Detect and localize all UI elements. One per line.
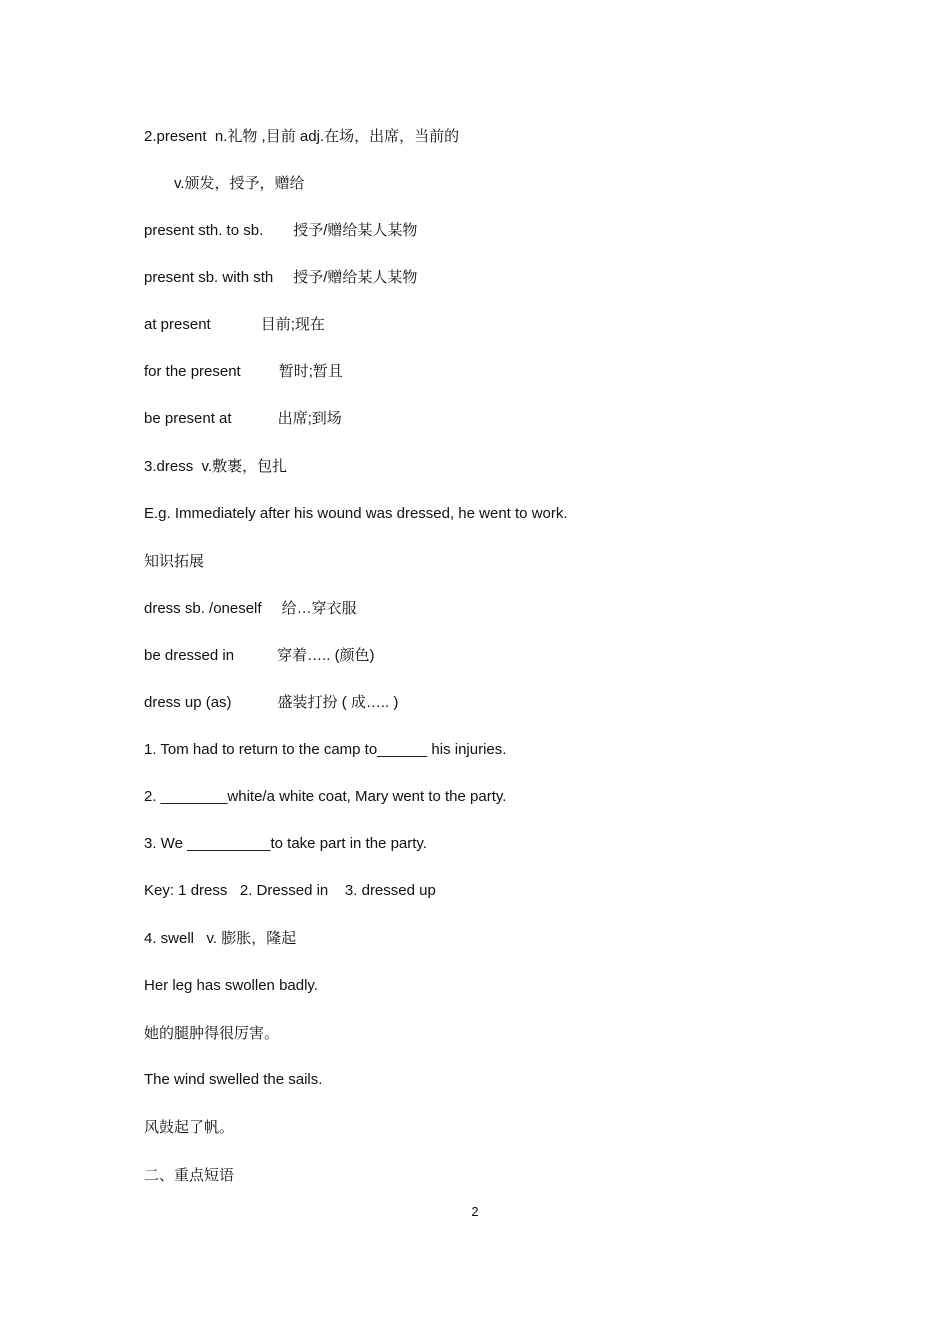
line-text: 二、重点短语 [144, 1167, 235, 1184]
phrase-be-present-at [144, 409, 342, 429]
phrase-term: present sb. with sth [144, 269, 274, 286]
line-text: 2. ________white/a white coat, Mary went to the party. [144, 788, 507, 805]
line-text: 她的腿肿得很厉害。 [144, 1025, 280, 1042]
example-sentence [144, 504, 568, 524]
section-knowledge-extension [144, 552, 204, 572]
line-text: 2.present n.礼物 ,目前 adj.在场，出席，当前的 [144, 128, 460, 145]
line-text: The wind swelled the sails. [144, 1071, 323, 1088]
phrase-gloss: 穿着….. (颜色) [277, 647, 375, 664]
phrase-gloss: 目前;现在 [260, 316, 325, 333]
phrase-present-sb-with-sth [144, 268, 417, 288]
entry-dress-heading [144, 457, 287, 477]
section-key-phrases-heading [144, 1166, 234, 1186]
phrase-at-present [144, 315, 325, 335]
phrase-term: be dressed in [144, 647, 235, 664]
phrase-term: dress up (as) [144, 694, 232, 711]
phrase-gloss: 给…穿衣服 [281, 600, 357, 617]
line-text: v.颁发，授予，赠给 [174, 175, 305, 192]
line-text: 知识拓展 [144, 553, 205, 570]
phrase-term: dress sb. /oneself [144, 600, 262, 617]
phrase-term: be present at [144, 410, 232, 427]
answer-key [144, 881, 436, 901]
example-sentence-en [144, 976, 318, 996]
line-text: 4. swell v. 膨胀，隆起 [144, 930, 297, 947]
example-sentence-zh [144, 1024, 279, 1044]
phrase-term: present sth. to sb. [144, 222, 264, 239]
phrase-gloss: 授予/赠给某人某物 [293, 269, 418, 286]
exercise-3 [144, 834, 427, 854]
example-sentence-zh [144, 1118, 234, 1138]
entry-present-heading [144, 127, 459, 147]
exercise-1 [144, 740, 506, 760]
exercise-2 [144, 787, 506, 807]
entry-swell-heading [144, 929, 296, 949]
line-text: 风鼓起了帆。 [144, 1119, 235, 1136]
phrase-term: at present [144, 316, 211, 333]
phrase-gloss: 暂时;暂且 [278, 363, 343, 380]
phrase-dress-sb-oneself [144, 599, 357, 619]
phrase-gloss: 盛装打扮 ( 成….. ) [277, 694, 399, 711]
line-text: Key: 1 dress 2. Dressed in 3. dressed up [144, 882, 436, 899]
phrase-gloss: 授予/赠给某人某物 [293, 222, 418, 239]
phrase-gloss: 出席;到场 [277, 410, 342, 427]
line-text: 1. Tom had to return to the camp to______ his injuries. [144, 741, 507, 758]
phrase-present-sth-to-sb [144, 221, 417, 241]
phrase-term: for the present [144, 363, 241, 380]
line-text: E.g. Immediately after his wound was dressed, he went to work. [144, 505, 568, 522]
phrase-for-the-present [144, 362, 343, 382]
phrase-be-dressed-in [144, 646, 375, 666]
line-text: Her leg has swollen badly. [144, 977, 318, 994]
example-sentence-en [144, 1070, 322, 1090]
page-number: 2 [471, 1204, 479, 1219]
phrase-dress-up-as [144, 693, 398, 713]
line-text: 3. We __________to take part in the party. [144, 835, 427, 852]
line-text: 3.dress v.敷裹，包扎 [144, 458, 288, 475]
entry-present-verb [174, 174, 305, 194]
